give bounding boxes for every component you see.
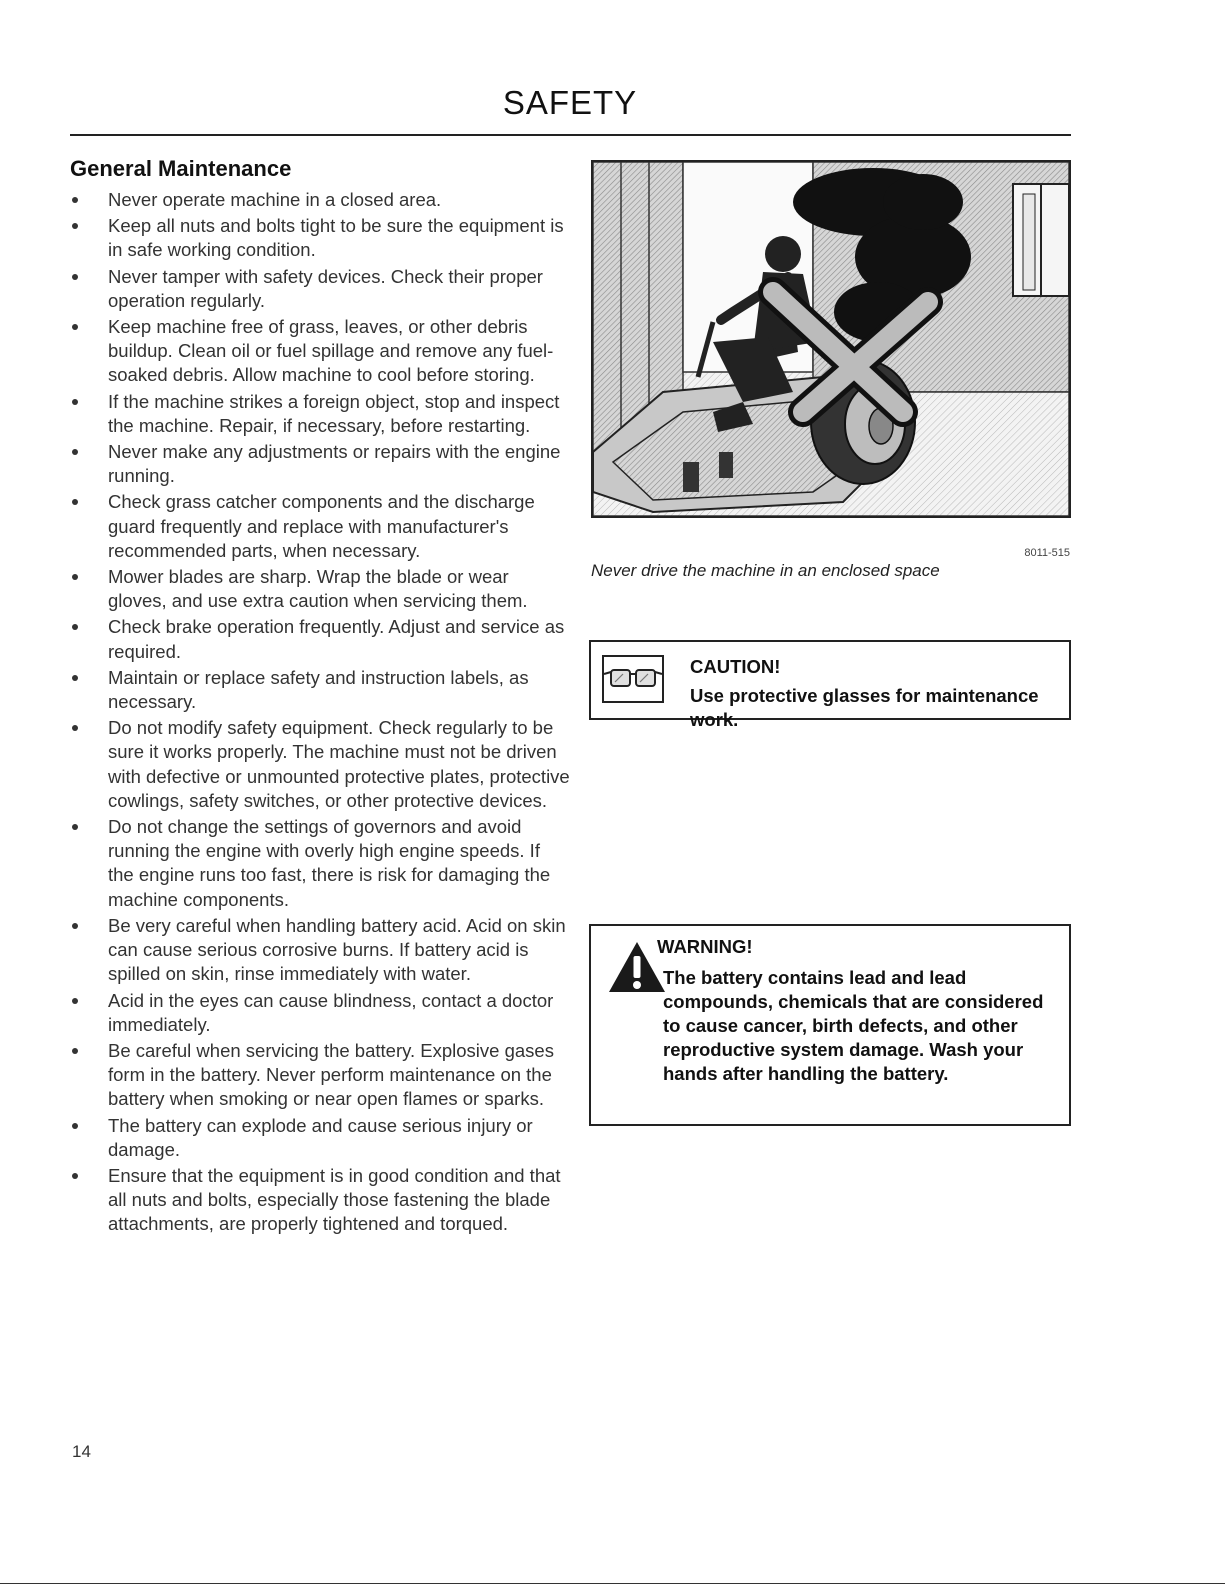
list-item-text: Maintain or replace safety and instruction labels, as necessary. [108, 666, 529, 713]
section-heading: General Maintenance [70, 156, 292, 181]
general-maintenance-section [70, 156, 570, 1239]
maintenance-list [70, 188, 570, 1237]
warning-body: The battery contains lead and lead compounds, chemicals that are considered to cause cancer, birth defects, and other reproductive system damage. Wash your hands after handling the battery. [663, 967, 1044, 1084]
bullet-icon [72, 324, 78, 330]
illustration-svg [593, 162, 1069, 516]
list-item-text: If the machine strikes a foreign object, stop and inspect the machine. Repair, if necessary, before restarting. [108, 390, 560, 436]
list-item-text: Check brake operation frequently. Adjust and service as required. [108, 616, 565, 662]
page-bottom-divider [0, 1583, 1225, 1584]
list-item [70, 214, 570, 262]
list-item-text: Keep all nuts and bolts tight to be sure the equipment is in safe working condition. [108, 215, 564, 261]
bullet-icon [72, 998, 78, 1004]
list-item-text: Never operate machine in a closed area. [108, 189, 442, 210]
list-item [70, 615, 570, 663]
list-item [70, 1164, 570, 1237]
title-divider [70, 134, 1071, 136]
caution-heading: CAUTION! [690, 656, 781, 677]
list-item-text: Be very careful when handling battery acid. Acid on skin can cause serious corrosive burns. If battery acid is spilled on skin, rinse immediately with water. [108, 914, 566, 985]
list-item-text: Check grass catcher components and the discharge guard frequently and replace with manufacturer's recommended parts, when necessary. [108, 491, 535, 561]
bullet-icon [72, 499, 78, 505]
bullet-icon [72, 223, 78, 229]
safety-glasses-icon [601, 654, 665, 704]
list-item [70, 315, 570, 388]
list-item [70, 440, 570, 488]
page-title: SAFETY [502, 84, 638, 121]
bullet-icon [72, 399, 78, 405]
list-item [70, 265, 570, 313]
bullet-icon [72, 923, 78, 929]
warning-box [589, 924, 1071, 1126]
list-item [70, 390, 570, 438]
list-item [70, 188, 570, 212]
list-item [70, 1039, 570, 1112]
bullet-icon [72, 675, 78, 681]
bullet-icon [72, 824, 78, 830]
bullet-icon [72, 1048, 78, 1054]
figure-code: 8011-515 [1024, 547, 1070, 559]
bullet-icon [72, 274, 78, 280]
no-enclosed-space-illustration [591, 160, 1071, 518]
warning-heading: WARNING! [657, 936, 753, 957]
list-item [70, 989, 570, 1037]
caution-body: Use protective glasses for maintenance work. [690, 685, 1039, 730]
list-item-text: The battery can explode and cause serious injury or damage. [108, 1114, 533, 1160]
list-item-text: Never make any adjustments or repairs with the engine running. [108, 441, 561, 487]
list-item [70, 716, 570, 813]
bullet-icon [72, 1173, 78, 1179]
list-item [70, 490, 570, 563]
list-item-text: Be careful when servicing the battery. Explosive gases form in the battery. Never perform maintenance on the battery when smoking or near open flames or sparks. [108, 1039, 554, 1110]
list-item [70, 914, 570, 987]
caution-box [589, 640, 1071, 730]
list-item-text: Do not change the settings of governors and avoid running the engine with overly high engine speeds. If the engine runs too fast, there is risk for damaging the machine components. [108, 816, 551, 910]
list-item-text: Ensure that the equipment is in good condition and that all nuts and bolts, especially those fastening the blade attachments, are properly tightened and torqued. [108, 1164, 561, 1235]
bullet-icon [72, 624, 78, 630]
list-item-text: Mower blades are sharp. Wrap the blade or wear gloves, and use extra caution when servicing them. [108, 566, 528, 612]
page-number: 14 [72, 1442, 91, 1461]
list-item [70, 815, 570, 912]
list-item [70, 666, 570, 714]
list-item [70, 1114, 570, 1162]
figure-caption: Never drive the machine in an enclosed space [591, 561, 940, 580]
list-item-text: Never tamper with safety devices. Check their proper operation regularly. [108, 265, 543, 311]
list-item-text: Acid in the eyes can cause blindness, contact a doctor immediately. [108, 989, 554, 1035]
list-item [70, 565, 570, 613]
bullet-icon [72, 197, 78, 203]
bullet-icon [72, 449, 78, 455]
list-item-text: Do not modify safety equipment. Check regularly to be sure it works properly. The machine must not be driven with defective or unmounted protective plates, protective cowlings, safety switches, or other protective devices. [108, 717, 570, 811]
list-item-text: Keep machine free of grass, leaves, or other debris buildup. Clean oil or fuel spillage and remove any fuel-soaked debris. Allow machine to cool before storing. [108, 316, 554, 386]
bullet-icon [72, 725, 78, 731]
bullet-icon [72, 574, 78, 580]
bullet-icon [72, 1123, 78, 1129]
